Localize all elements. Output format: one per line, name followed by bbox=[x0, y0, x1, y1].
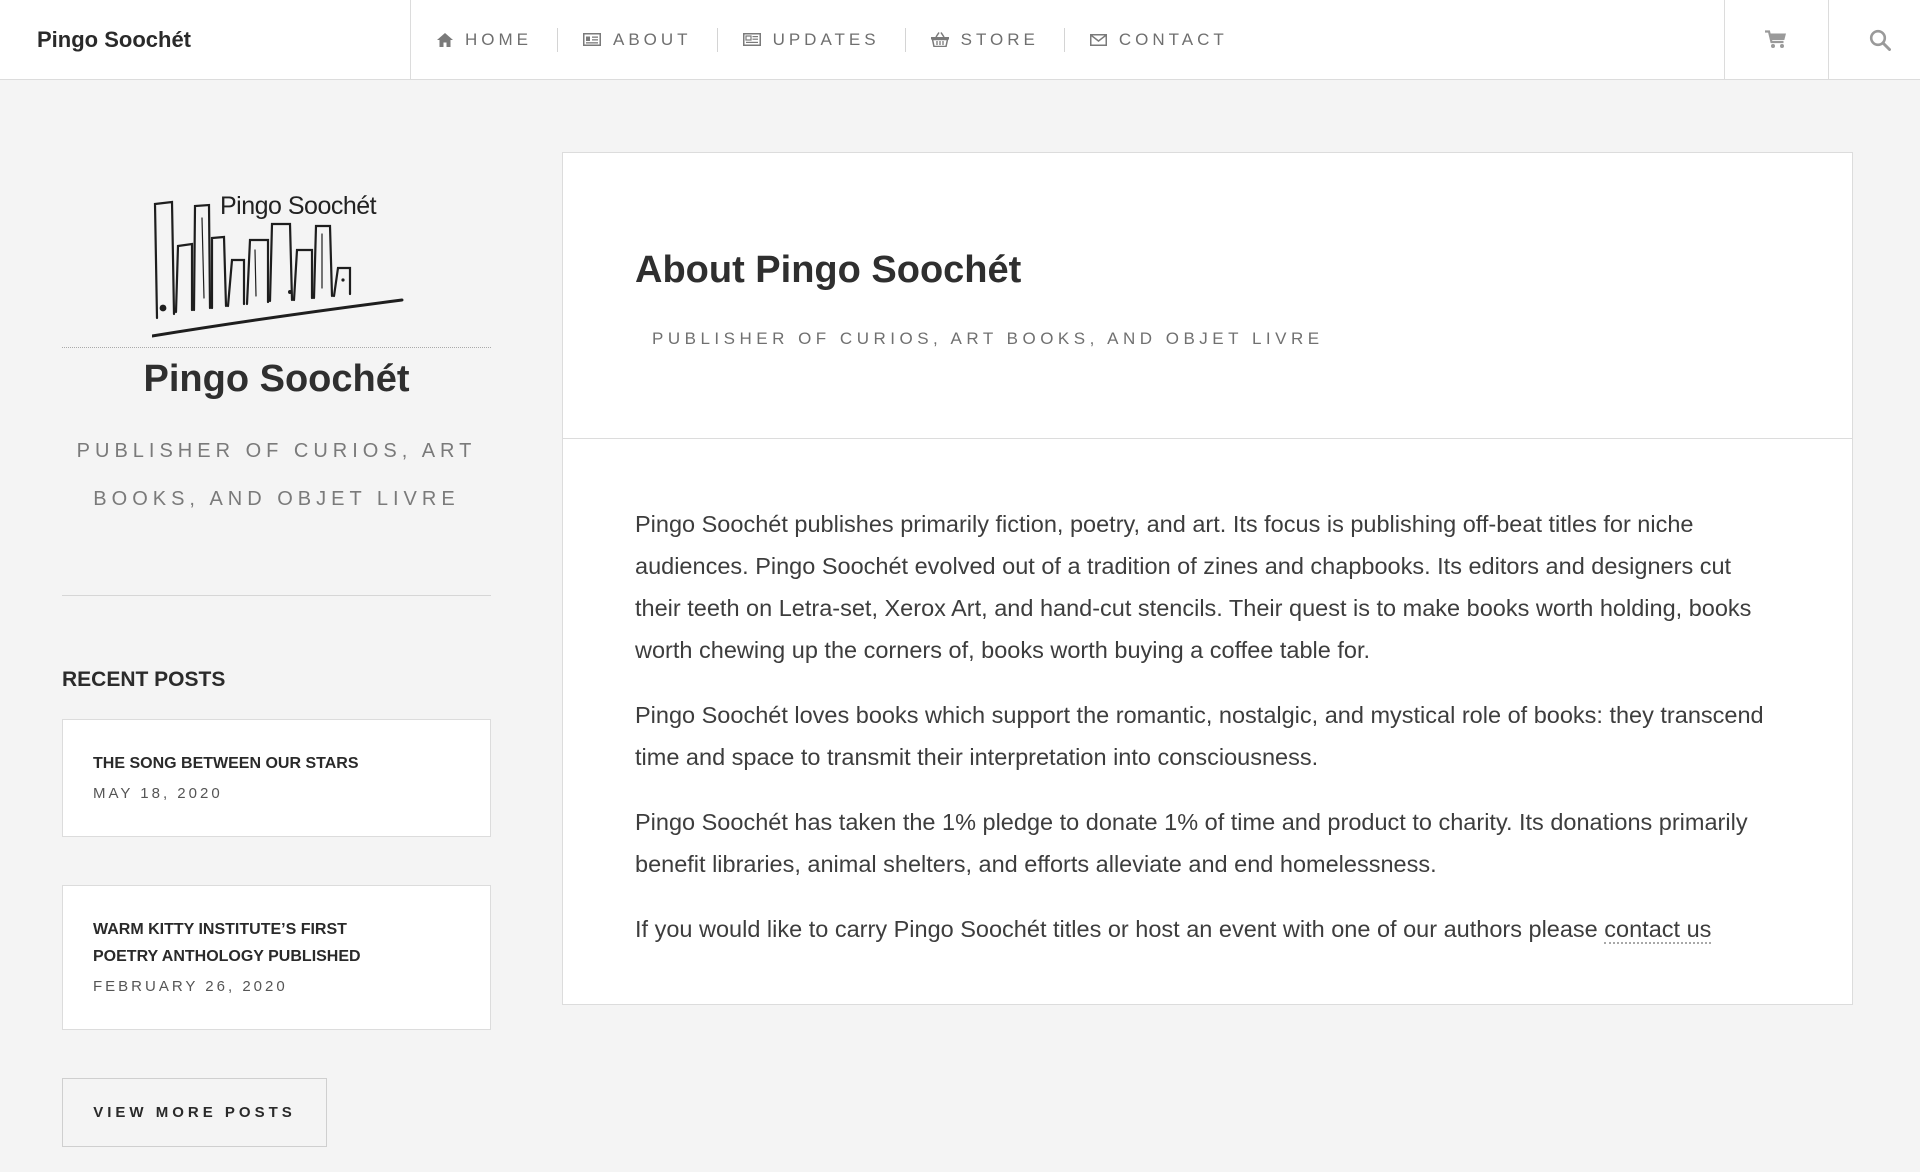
sidebar-divider bbox=[62, 595, 491, 596]
article-paragraph: Pingo Soochét has taken the 1% pledge to donate 1% of time and product to charity. Its donations primarily benefit libraries, animal shelters, and efforts alleviate and end homelessness. bbox=[635, 809, 1748, 877]
nav-about[interactable] bbox=[557, 28, 717, 52]
search-icon bbox=[1869, 29, 1891, 51]
cart-button[interactable] bbox=[1724, 0, 1827, 79]
recent-posts-heading: RECENT POSTS bbox=[62, 668, 226, 691]
post-title: THE SONG BETWEEN OUR STARS bbox=[93, 755, 359, 772]
logo-wordmark: Pingo Soochét bbox=[220, 192, 377, 220]
brand-link[interactable]: Pingo Soochét bbox=[0, 0, 411, 79]
article-paragraph: Pingo Soochét loves books which support the romantic, nostalgic, and mystical role of books: they transcend time and space to transmit their interpretation into consciousness. bbox=[635, 702, 1764, 770]
nav-home-label: HOME bbox=[465, 29, 532, 49]
top-navigation-bar bbox=[0, 0, 1920, 80]
contact-us-link[interactable]: contact us bbox=[1604, 916, 1712, 942]
home-icon bbox=[437, 33, 453, 47]
site-logo[interactable] bbox=[62, 152, 491, 348]
page-subtitle: PUBLISHER OF CURIOS, ART BOOKS, AND OBJET LIVRE bbox=[652, 329, 1324, 348]
article-paragraph: Pingo Soochét publishes primarily fiction, poetry, and art. Its focus is publishing off-beat titles for niche audiences. Pingo Soochét evolved out of a tradition of zines and chapbooks. Its editors and designers cut their teeth on Letra-set, Xerox Art, and hand-cut stencils. Their quest is to make books worth holding, books worth chewing up the corners of, books worth buying a coffee table for. bbox=[635, 511, 1752, 663]
nav-updates[interactable] bbox=[717, 28, 905, 52]
sidebar bbox=[62, 152, 491, 1147]
site-title: Pingo Soochét bbox=[143, 358, 410, 400]
post-date: FEBRUARY 26, 2020 bbox=[93, 978, 288, 995]
article-body bbox=[563, 439, 1852, 950]
nav-about-label: ABOUT bbox=[613, 29, 692, 49]
recent-post-card[interactable] bbox=[62, 885, 491, 1030]
id-card-icon bbox=[583, 33, 601, 46]
newspaper-icon bbox=[743, 33, 761, 46]
recent-post-card[interactable] bbox=[62, 719, 491, 837]
envelope-icon bbox=[1090, 34, 1107, 46]
article-closing-paragraph bbox=[635, 908, 1780, 950]
view-more-posts-button[interactable]: VIEW MORE POSTS bbox=[62, 1078, 327, 1147]
page-title: About Pingo Soochét bbox=[635, 249, 1022, 291]
post-title: WARM KITTY INSTITUTE’S FIRST POETRY ANTHOLOGY PUBLISHED bbox=[93, 921, 361, 965]
article-header bbox=[563, 153, 1852, 439]
nav-updates-label: UPDATES bbox=[772, 29, 880, 49]
basket-icon bbox=[931, 32, 949, 47]
closing-text: If you would like to carry Pingo Soochét titles or host an event with one of our authors please bbox=[635, 916, 1605, 942]
nav-store[interactable] bbox=[905, 28, 1064, 52]
nav-home[interactable] bbox=[412, 28, 557, 52]
site-tagline: PUBLISHER OF CURIOS, ART BOOKS, AND OBJET LIVRE bbox=[76, 440, 477, 510]
nav-store-label: STORE bbox=[960, 29, 1039, 49]
about-article bbox=[562, 152, 1853, 1005]
nav-contact-label: CONTACT bbox=[1118, 29, 1228, 49]
search-button[interactable] bbox=[1828, 0, 1920, 79]
main-nav bbox=[412, 0, 1253, 79]
cart-icon bbox=[1765, 30, 1787, 49]
post-date: MAY 18, 2020 bbox=[93, 785, 223, 802]
nav-contact[interactable] bbox=[1064, 28, 1253, 52]
